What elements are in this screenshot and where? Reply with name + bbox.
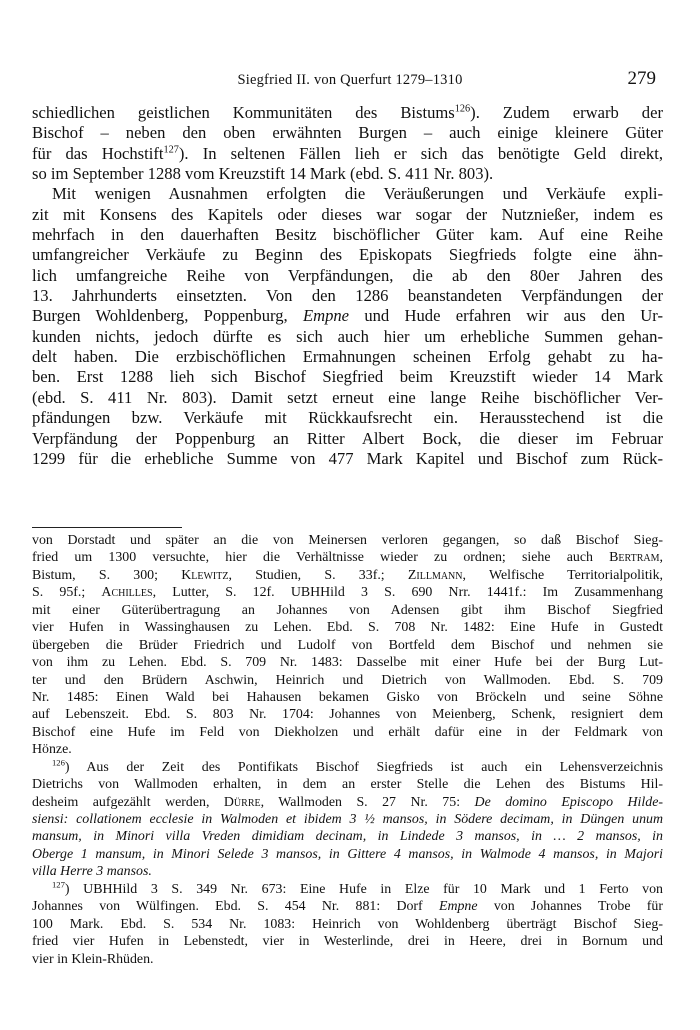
text-segment: Bistum, S. 300; bbox=[32, 567, 182, 583]
body-line bbox=[32, 327, 663, 347]
footnotes bbox=[32, 532, 663, 968]
text-segment: und Hude erfahren wir aus den Ur- bbox=[349, 306, 663, 326]
text-segment: Verpfändung der Poppenburg an Ritter Albert Bock, die dieser im Februar bbox=[32, 428, 663, 448]
footnote-line bbox=[32, 898, 663, 915]
body-line bbox=[32, 103, 663, 123]
italic-text: Oberge 1 mansum, in Minori Selede 3 mansos, in Gittere 4 mansos, in Walmode 4 mansos, in Majori bbox=[32, 846, 663, 862]
body-line bbox=[32, 123, 663, 143]
footnote-reference: 127 bbox=[52, 879, 65, 890]
text-segment: vier Hufen in Wassinghausen zu Lehen. Ebd. S. 708 Nr. 1482: Eine Hufe in Gustedt bbox=[32, 620, 663, 636]
footnote-line bbox=[32, 846, 663, 863]
text-segment: delt haben. Die erzbischöflichen Ermahnungen scheinen Erfolg gehabt zu ha- bbox=[32, 347, 663, 367]
text-segment: Nr. 1485: Einen Wald bei Hahausen bekamen Gisko von Bröckeln und seine Söhne bbox=[32, 689, 663, 705]
text-segment: von ihm zu Lehen. Ebd. S. 709 Nr. 1483: Dasselbe mit einer Hufe bei der Burg Lut- bbox=[32, 655, 663, 671]
text-segment: ). Zudem erwarb der bbox=[470, 103, 663, 122]
text-segment: von Johannes Trobe für bbox=[477, 899, 663, 915]
text-segment: übergeben die Brüder Friedrich und Ludolf von Bortfeld dem Bischof und nehmen sie bbox=[32, 637, 663, 653]
italic-text: Empne bbox=[302, 306, 350, 326]
page-number: 279 bbox=[627, 68, 656, 89]
footnote-line bbox=[32, 602, 663, 619]
footnote-line bbox=[32, 776, 663, 793]
body-line bbox=[32, 306, 663, 326]
text-segment: ) Aus der Zeit des Pontifikats Bischof Siegfrieds ist auch ein Lehensverzeichnis bbox=[64, 759, 663, 775]
footnote-line bbox=[32, 706, 663, 723]
text-segment: Hönze. bbox=[32, 742, 72, 758]
text-segment: 1299 für die erhebliche Summe von 477 Mark Kapitel und Bischof zum Rück- bbox=[32, 448, 663, 468]
text-segment: so im September 1288 vom Kreuzstift 14 Mark (ebd. S. 411 Nr. 803). bbox=[32, 164, 494, 184]
text-segment: Dietrichs von Wallmoden erhalten, in dem an erster Stelle die Lehen des Bistums Hil- bbox=[32, 777, 663, 793]
text-segment: Bischof eine Hufe im Feld von Diekholzen und erhält dafür eine in der Feldmark von bbox=[32, 724, 663, 740]
text-segment: mehrfach in den dauerhaften Besitz bischöflicher Güter kam. Auf eine Reihe bbox=[32, 225, 663, 245]
text-segment: Mit wenigen Ausnahmen erfolgten die Veräußerungen und Verkäufe expli- bbox=[52, 184, 663, 204]
body-line bbox=[32, 367, 663, 387]
footnote-line bbox=[32, 584, 663, 601]
footnote-line bbox=[32, 689, 663, 706]
footnote-line bbox=[32, 672, 663, 689]
text-segment: , Welfische Territorialpolitik, bbox=[462, 567, 663, 583]
footnote-line bbox=[32, 759, 663, 776]
body-line bbox=[32, 449, 663, 469]
body-line bbox=[32, 245, 663, 265]
text-segment: 100 Mark. Ebd. S. 534 Nr. 1083: Heinrich von Wohldenberg überträgt Bischof Sieg- bbox=[32, 916, 663, 932]
italic-text: De domino Episcopo Hilde- bbox=[474, 794, 663, 810]
footnote-line bbox=[32, 619, 663, 636]
footnote-line bbox=[32, 794, 663, 811]
italic-text: siensi: collationem ecclesie in Walmoden et ibidem 3 ½ mansos, in Södere decimam, in Düngen unum bbox=[32, 812, 663, 827]
footnote-line bbox=[32, 916, 663, 933]
text-segment: desheim aufgezählt werden, bbox=[32, 794, 224, 810]
body-line bbox=[32, 225, 663, 245]
author-name: Dürre bbox=[223, 794, 261, 810]
text-segment: (ebd. S. 411 Nr. 803). Damit setzt erneut eine lange Reihe bischöflicher Ver- bbox=[32, 387, 663, 407]
footnote-line bbox=[32, 933, 663, 950]
italic-text: mansum, in Minori villa Vreden dimidiam decinam, in Lindede 3 mansos, in … 2 mansos, in bbox=[32, 829, 663, 845]
footnote-line bbox=[32, 567, 663, 584]
text-segment: , Lutter, S. 12f. UBHHild 3 S. 690 Nrr. 1441f.: Im Zusammenhang bbox=[152, 585, 663, 601]
text-segment: Johannes von Wülfingen. Ebd. S. 454 Nr. 881: Dorf bbox=[32, 899, 439, 915]
footnote-line bbox=[32, 828, 663, 845]
text-segment: S. 95f.; bbox=[32, 585, 102, 601]
footnote-line bbox=[32, 951, 663, 968]
footnote-reference: 126 bbox=[454, 103, 471, 115]
text-segment: von Dorstadt und später an die von Meinersen verloren gegangen, so daß Bischof Sieg- bbox=[32, 533, 663, 548]
body-line bbox=[32, 388, 663, 408]
footnote-line bbox=[32, 654, 663, 671]
text-segment: mit einer Güterübertragung an Johannes von Adensen gibt ihm Bischof Siegfried bbox=[32, 602, 663, 618]
text-segment: umfangreicher Verkäufe zu Beginn des Episkopats Siegfrieds folgte eine ähn- bbox=[32, 245, 663, 265]
text-segment: lich umfangreiche Reihe von Verpfändungen, die ab den 80er Jahren des bbox=[32, 265, 663, 285]
text-segment: zit mit Konsens des Kapitels oder dieses war sogar der Nutznießer, indem es bbox=[32, 204, 663, 224]
footnote-line bbox=[32, 741, 663, 758]
body-line bbox=[32, 184, 663, 204]
footnote-line bbox=[32, 863, 663, 880]
text-segment: ben. Erst 1288 lieh sich Bischof Siegfried beim Kreuzstift wieder 14 Mark bbox=[32, 367, 663, 387]
footnote-reference: 127 bbox=[163, 144, 179, 156]
text-segment: Bischof – neben den oben erwähnten Burgen – auch einige kleinere Güter bbox=[32, 123, 663, 143]
author-name: Achilles bbox=[101, 585, 153, 601]
text-segment: auf Lebenszeit. Ebd. S. 803 Nr. 1704: Johannes von Meienberg, Schenk, resigniert dem bbox=[32, 707, 663, 723]
text-segment: ). In seltenen Fällen lieh er sich das benötigte Geld direkt, bbox=[178, 143, 663, 163]
text-segment: ter und den Brüdern Aschwin, Heinrich und Dietrich von Wallmoden. Ebd. S. 709 bbox=[32, 672, 663, 688]
text-segment: fried vier Hufen in Lebenstedt, vier in Westerlinde, drei in Heere, drei in Bornum und bbox=[32, 934, 663, 950]
footnote-line bbox=[32, 881, 663, 898]
text-segment: , Wallmoden S. 27 Nr. 75: bbox=[260, 794, 475, 810]
footnote-line bbox=[32, 532, 663, 549]
italic-text: villa Herre 3 mansos. bbox=[32, 864, 152, 880]
footnote-reference: 126 bbox=[52, 757, 65, 768]
body-line bbox=[32, 266, 663, 286]
footnote-line bbox=[32, 724, 663, 741]
italic-text: Empne bbox=[438, 899, 478, 915]
body-line bbox=[32, 429, 663, 449]
body-line bbox=[32, 164, 663, 184]
text-segment: ) UBHHild 3 S. 349 Nr. 673: Eine Hufe in Elze für 10 Mark und 1 Ferto von bbox=[64, 881, 663, 897]
text-segment: Burgen Wohldenberg, Poppenburg, bbox=[32, 306, 303, 326]
author-name: Bertram bbox=[609, 550, 660, 566]
footnote-line bbox=[32, 637, 663, 654]
body-line bbox=[32, 347, 663, 367]
main-text bbox=[32, 103, 663, 469]
text-segment: pfändungen bzw. Verkäufe mit Rückkaufsrecht ein. Herausstechend ist die bbox=[32, 408, 663, 428]
text-segment: 13. Jahrhunderts einsetzten. Von den 1286 beanstandeten Verpfändungen der bbox=[32, 286, 663, 306]
author-name: Zillmann bbox=[407, 567, 463, 583]
text-segment: für das Hochstift bbox=[32, 143, 164, 163]
body-line bbox=[32, 144, 663, 164]
text-segment: , bbox=[659, 550, 663, 566]
footnote-line bbox=[32, 811, 663, 828]
body-line bbox=[32, 408, 663, 428]
footnote-line bbox=[32, 549, 663, 566]
body-line bbox=[32, 205, 663, 225]
running-head: Siegfried II. von Querfurt 1279–1310 bbox=[237, 72, 463, 88]
body-line bbox=[32, 286, 663, 306]
text-segment: , Studien, S. 33f.; bbox=[228, 567, 408, 583]
author-name: Klewitz bbox=[181, 567, 229, 583]
text-segment: schiedlichen geistlichen Kommunitäten des Bistums bbox=[32, 103, 455, 122]
text-segment: vier in Klein-Rhüden. bbox=[32, 951, 154, 967]
page-header bbox=[30, 68, 670, 94]
text-segment: fried um 1300 versuchte, hier die Verhältnisse wieder zu ordnen; siehe auch bbox=[32, 550, 610, 566]
footnote-separator bbox=[32, 527, 182, 528]
text-segment: kunden nichts, jedoch dürfte es sich auch hier um erhebliche Summen gehan- bbox=[32, 326, 663, 346]
